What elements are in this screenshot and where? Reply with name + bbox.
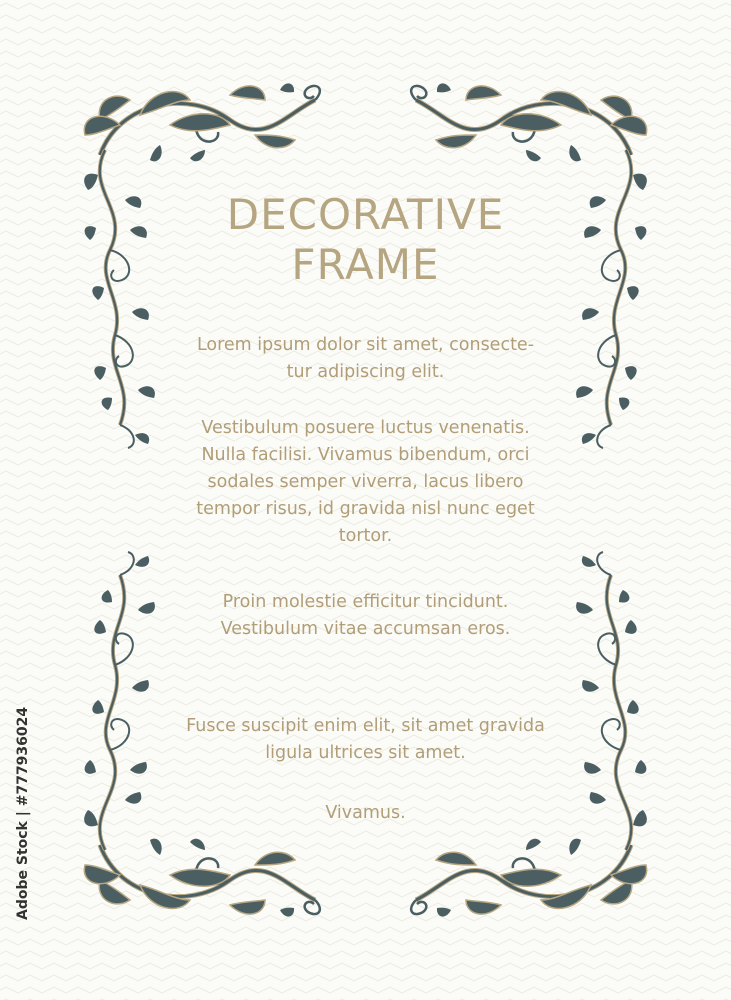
watermark-text: Adobe Stock | #777936024: [15, 706, 31, 920]
stock-watermark: [12, 706, 32, 920]
title-line: DECORATIVE: [226, 190, 505, 239]
paragraph-4: [165, 713, 566, 767]
text-line: sodales semper viverra, lacus libero: [207, 472, 524, 492]
frame-title: [150, 190, 581, 290]
text-line: Fusce suscipit enim elit, sit amet gravida: [186, 716, 545, 736]
paragraph-1: [165, 332, 566, 386]
text-line: Vestibulum vitae accumsan eros.: [220, 619, 511, 639]
paragraph-5: [165, 800, 566, 827]
paragraph-3: [165, 589, 566, 643]
title-line: FRAME: [291, 240, 440, 289]
text-line: Nulla facilisi. Vivamus bibendum, orci: [201, 445, 530, 465]
text-line: Vestibulum posuere luctus venenatis.: [201, 418, 530, 438]
text-line: ligula ultrices sit amet.: [265, 743, 466, 763]
text-line: Vivamus.: [325, 803, 406, 823]
text-line: Proin molestie efficitur tincidunt.: [222, 592, 509, 612]
paragraph-2: [165, 415, 566, 550]
text-line: tortor.: [338, 526, 393, 546]
text-line: Lorem ipsum dolor sit amet, consecte-: [196, 335, 535, 355]
text-line: tempor risus, id gravida nisl nunc eget: [196, 499, 535, 519]
text-line: tur adipiscing elit.: [286, 362, 445, 382]
